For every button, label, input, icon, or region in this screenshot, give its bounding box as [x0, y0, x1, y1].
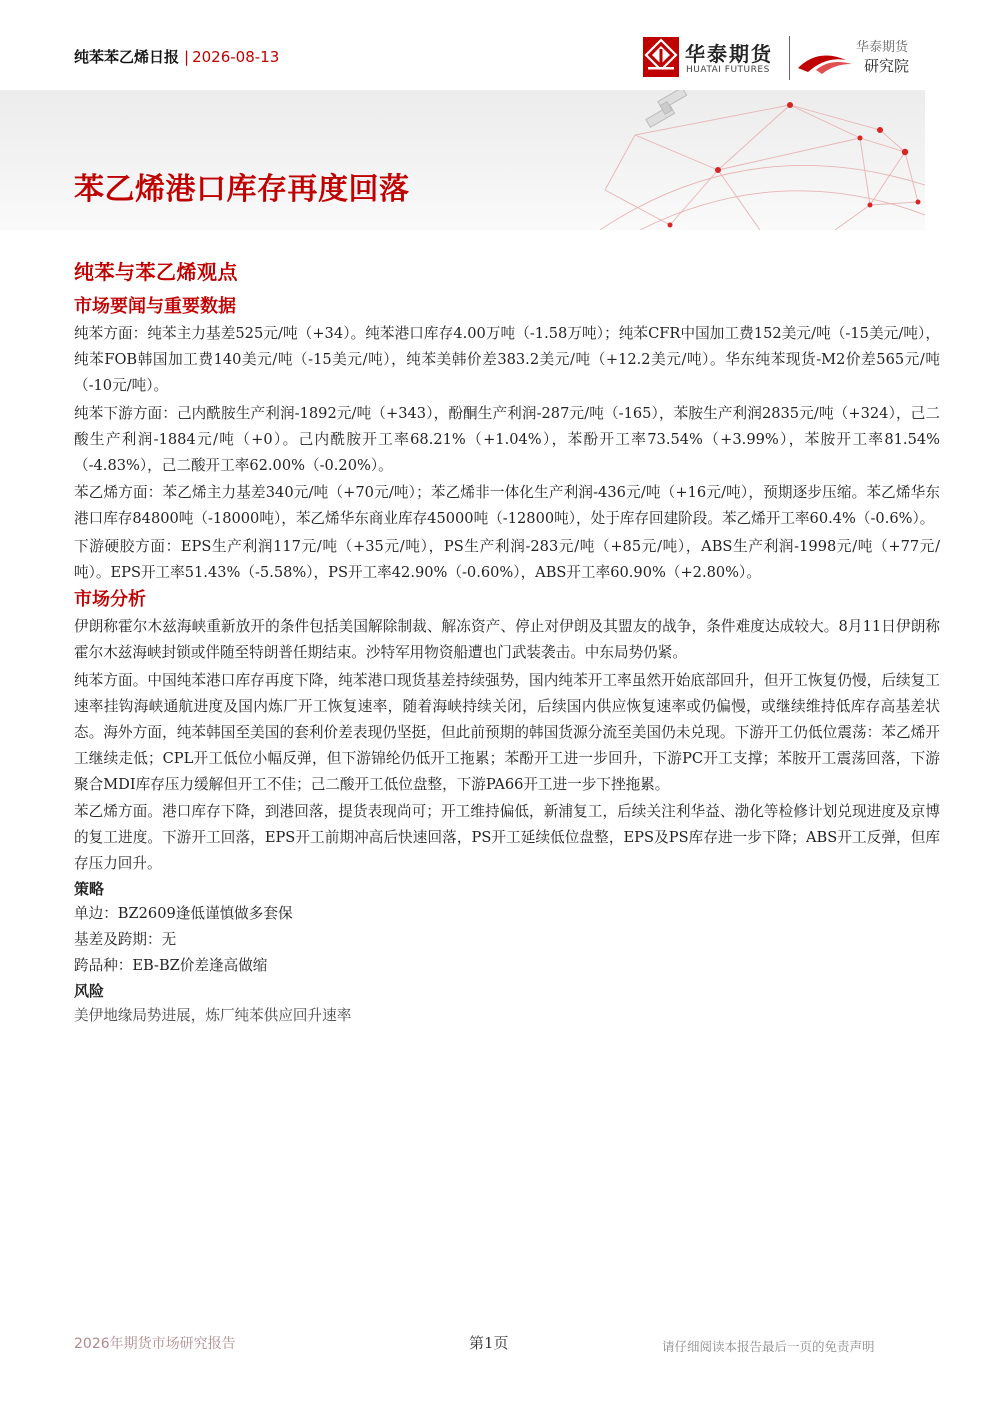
report-body	[74, 258, 940, 1029]
header-separator: |	[184, 48, 190, 66]
news-paragraph-downstream-plastics: 下游硬胶方面：EPS生产利润117元/吨（+35元/吨），PS生产利润-283元/吨（+85元/吨），ABS生产利润-1998元/吨（+77元/吨）。EPS开工率51.43%（-5.58%），PS开工率42.90%（-0.60%），ABS开工率60.90%（+2.80%）。	[74, 538, 940, 582]
report-header	[74, 46, 279, 67]
news-paragraph-benzene: 纯苯方面：纯苯主力基差525元/吨（+34）。纯苯港口库存4.00万吨（-1.58万吨）；纯苯CFR中国加工费152美元/吨（-15美元/吨），纯苯FOB韩国加工费140美元/吨（-15美元/吨），纯苯美韩价差383.2美元/吨（+12.2美元/吨）。华东纯苯现货-M2价差565元/吨（-10元/吨）。	[74, 325, 940, 394]
huatai-futures-logo	[643, 37, 783, 79]
analysis-paragraph-benzene: 纯苯方面。中国纯苯港口库存再度下降，纯苯港口现货基差持续强势，国内纯苯开工率虽然开始底部回升，但开工恢复仍慢，后续复工速率挂钩海峡通航进度及国内炼厂开工恢复速率，随着海峡持续关闭，后续国内供应恢复速率或仍偏慢，或继续维持低库存高基差状态。海外方面，纯苯韩国至美国的套利价差表现仍坚挺，但此前预期的韩国货源分流至美国仍未兑现。下游开工仍低位震荡：苯乙烯开工继续走低；CPL开工低位小幅反弹，但下游锦纶仍低开工拖累；苯酚开工进一步回升，下游PC开工支撑；苯胺开工震荡回落，下游聚合MDI库存压力缓解但开工不佳；己二酸开工低位盘整，下游PA66开工进一步下挫拖累。	[74, 671, 940, 793]
page-number: 第1页	[469, 1334, 509, 1352]
analysis-paragraph-styrene: 苯乙烯方面。港口库存下降，到港回落，提货表现尚可；开工维持偏低，新浦复工，后续关注利华益、渤化等检修计划兑现进度及京博的复工进度。下游开工回落，EPS开工前期冲高后快速回落，PS开工延续低位盘整，EPS及PS库存进一步下降；ABS开工反弹，但库存压力回升。	[74, 803, 940, 873]
section-title: 纯苯与苯乙烯观点	[74, 260, 238, 284]
institute-logo-icon	[796, 38, 856, 78]
logo-divider	[789, 36, 790, 80]
company-name-cn: 华泰期货	[685, 42, 773, 66]
satellite-icon	[646, 90, 687, 127]
page-title: 苯乙烯港口库存再度回落	[74, 172, 410, 207]
footer-report-label: 2026年期货市场研究报告	[74, 1336, 236, 1352]
strategy-item: 跨品种：EB-BZ价差逢高做缩	[74, 956, 268, 974]
news-paragraph-styrene: 苯乙烯方面：苯乙烯主力基差340元/吨（+70元/吨）；苯乙烯非一体化生产利润-436元/吨（+16元/吨），预期逐步压缩。苯乙烯华东港口库存84800吨（-18000吨），苯乙烯华东商业库存45000吨（-12800吨），处于库存回建阶段。苯乙烯开工率60.4%（-0.6%）。	[74, 484, 940, 528]
strategy-heading: 策略	[74, 880, 105, 899]
report-date: 2026-08-13	[192, 48, 280, 66]
huatai-logo-icon	[643, 37, 679, 77]
analysis-paragraph-geopolitics: 伊朗称霍尔木兹海峡重新放开的条件包括美国解除制裁、解冻资产、停止对伊朗及其盟友的战争，条件难度达成较大。8月11日伊朗称霍尔木兹海峡封锁或伴随至特朗普任期结束。沙特军用物资船遭也门武装袭击。中东局势仍紧。	[74, 618, 940, 661]
market-analysis-heading: 市场分析	[74, 589, 146, 611]
market-news-heading: 市场要闻与重要数据	[74, 296, 236, 317]
network-decoration	[600, 90, 925, 230]
footer-disclaimer-note: 请仔细阅读本报告最后一页的免责声明	[662, 1339, 875, 1354]
institute-line1: 华泰期货	[856, 40, 909, 55]
company-name-en: HUATAI FUTURES	[686, 65, 770, 75]
institute-line2: 研究院	[864, 57, 910, 75]
title-banner	[0, 90, 925, 230]
news-paragraph-benzene-downstream: 纯苯下游方面：己内酰胺生产利润-1892元/吨（+343），酚酮生产利润-287元/吨（-165），苯胺生产利润2835元/吨（+324），己二酸生产利润-1884元/吨（+0）。己内酰胺开工率68.21%（+1.04%），苯酚开工率73.54%（+3.99%），苯胺开工率81.54%（-4.83%），己二酸开工率62.00%（-0.20%）。	[74, 404, 941, 474]
strategy-item: 基差及跨期：无	[74, 931, 177, 949]
risk-heading: 风险	[74, 981, 105, 1000]
strategy-item: 单边：BZ2609逢低谨慎做多套保	[74, 905, 293, 923]
risk-text: 美伊地缘局势进展，炼厂纯苯供应回升速率	[74, 1006, 352, 1024]
research-institute-logo	[796, 36, 926, 80]
report-name: 纯苯苯乙烯日报	[74, 48, 180, 66]
